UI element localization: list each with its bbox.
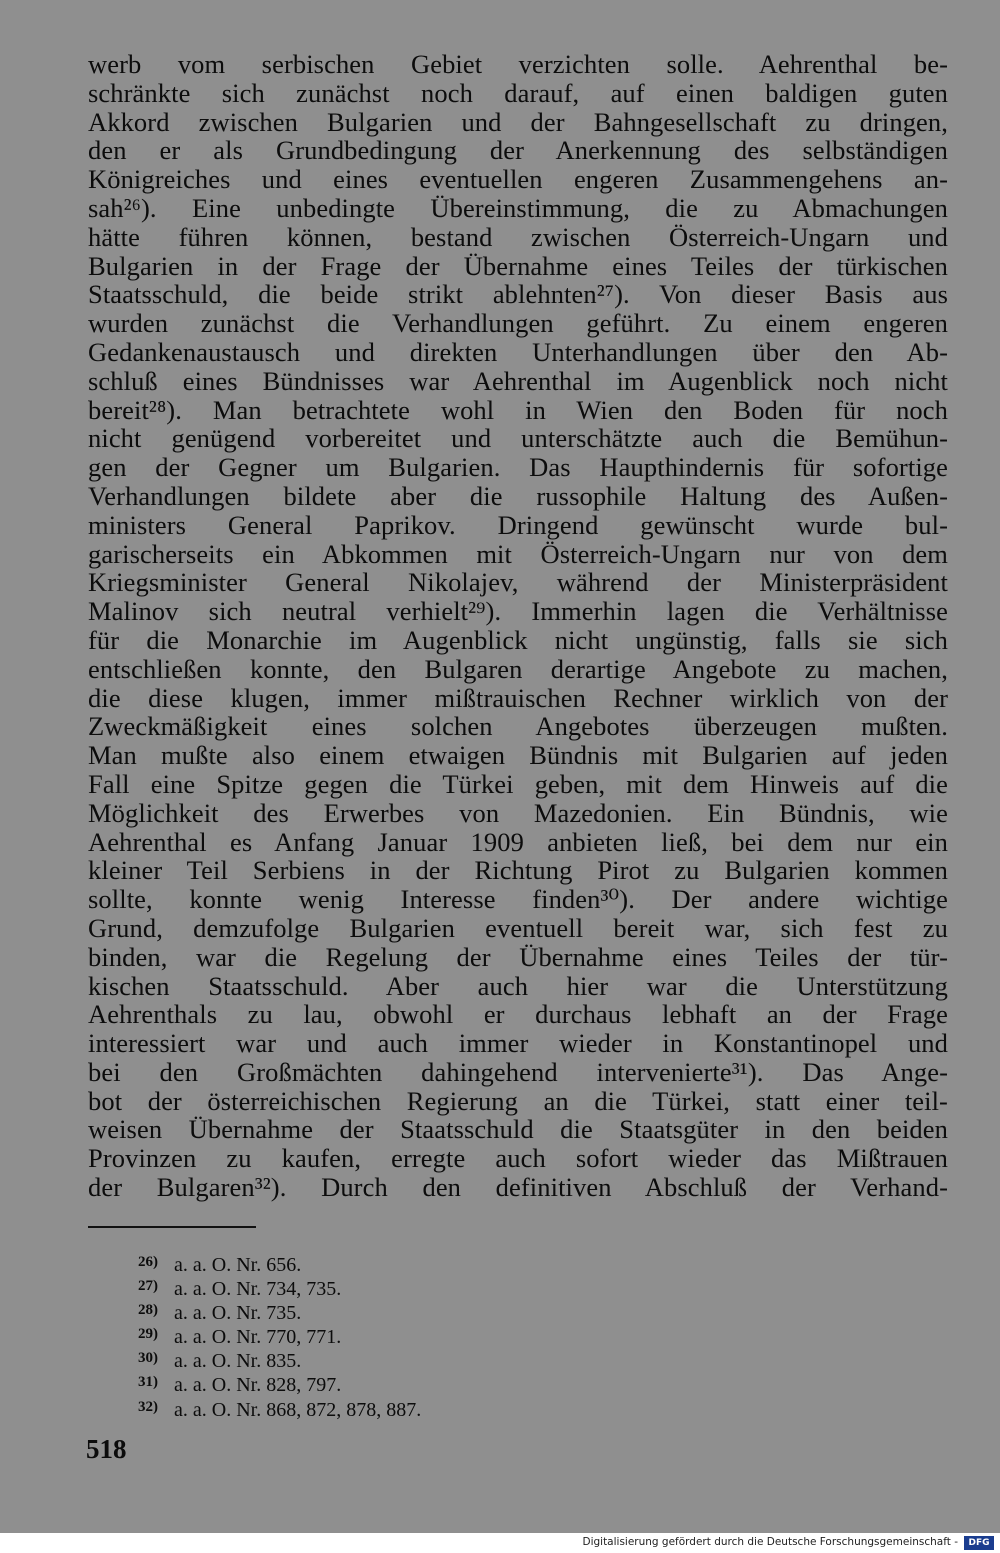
text-line: Gedankenaustausch und direkten Unterhandlungen über den Ab- bbox=[88, 336, 948, 367]
text-line: kleiner Teil Serbiens in der Richtung Pirot zu Bulgarien kommen bbox=[88, 855, 948, 886]
footnote-mark: 29) bbox=[138, 1326, 158, 1343]
text-line: Zweckmäßigkeit eines solchen Angebotes überzeugen mußten. bbox=[88, 711, 948, 742]
text-line: schluß eines Bündnisses war Aehrenthal im Augenblick noch nicht bbox=[88, 365, 948, 396]
footnote bbox=[138, 1395, 638, 1419]
footnote-text: a. a. O. Nr. 735. bbox=[174, 1302, 302, 1325]
text-line: Malinov sich neutral verhielt²⁹). Immerhin lagen die Verhältnisse bbox=[88, 596, 948, 627]
footnote-text: a. a. O. Nr. 770, 771. bbox=[174, 1326, 342, 1349]
footnote bbox=[138, 1346, 638, 1373]
text-line: interessiert war und auch immer wieder in Konstantinopel und bbox=[88, 1028, 948, 1059]
footnote-mark: 32) bbox=[138, 1398, 158, 1415]
text-line: Bulgarien in der Frage der Übernahme eines Teiles der türkischen bbox=[88, 250, 948, 281]
text-line: schränkte sich zunächst noch darauf, auf einen baldigen guten bbox=[88, 77, 948, 108]
text-line: hätte führen können, bestand zwischen Österreich-Ungarn und bbox=[88, 221, 948, 252]
text-line: Königreiches und eines eventuellen engeren Zusammengehens an- bbox=[88, 164, 948, 195]
text-line: binden, war die Regelung der Übernahme eines Teiles der tür- bbox=[88, 941, 948, 972]
footnote-text: a. a. O. Nr. 868, 872, 878, 887. bbox=[174, 1398, 422, 1421]
text-line: Akkord zwischen Bulgarien und der Bahngesellschaft zu dringen, bbox=[88, 106, 948, 137]
footnote bbox=[138, 1274, 638, 1301]
text-line: Möglichkeit des Erwerbes von Mazedonien. Ein Bündnis, wie bbox=[88, 797, 948, 828]
text-line: entschließen konnte, den Bulgaren derartige Angebote zu machen, bbox=[88, 653, 948, 684]
text-line: garischerseits ein Abkommen mit Österreich-Ungarn nur von dem bbox=[88, 538, 948, 569]
page-number: 518 bbox=[86, 1434, 127, 1464]
text-line: sah²⁶). Eine unbedingte Übereinstimmung, die zu Abmachungen bbox=[88, 192, 948, 223]
text-line: sollte, konnte wenig Interesse finden³⁰). Der andere wichtige bbox=[88, 884, 948, 915]
footnote bbox=[138, 1370, 638, 1397]
body-text bbox=[88, 50, 948, 1202]
text-line: den er als Grundbedingung der Anerkennung des selbständigen bbox=[88, 135, 948, 166]
text-line: Aehrenthals zu lau, obwohl er durchaus lebhaft an der Frage bbox=[88, 999, 948, 1030]
text-line: kischen Staatsschuld. Aber auch hier war die Unterstützung bbox=[88, 970, 948, 1001]
text-line: weisen Übernahme der Staatsschuld die Staatsgüter in den beiden bbox=[88, 1114, 948, 1145]
text-line: Provinzen zu kaufen, erregte auch sofort wieder das Mißtrauen bbox=[88, 1143, 948, 1174]
text-line: Verhandlungen bildete aber die russophile Haltung des Außen- bbox=[88, 480, 948, 511]
text-line: Man mußte also einem etwaigen Bündnis mit Bulgarien auf jeden bbox=[88, 740, 948, 771]
text-line: Grund, demzufolge Bulgarien eventuell bereit war, sich fest zu bbox=[88, 912, 948, 943]
text-line: Staatsschuld, die beide strikt ablehnten²⁷). Von dieser Basis aus bbox=[88, 279, 948, 310]
footnote-mark: 31) bbox=[138, 1374, 158, 1391]
text-line: für die Monarchie im Augenblick nicht ungünstig, falls sie sich bbox=[88, 624, 948, 655]
digitization-banner bbox=[0, 1533, 1000, 1553]
text-line: der Bulgaren³²). Durch den definitiven Abschluß der Verhand- bbox=[88, 1172, 948, 1203]
text-line: Kriegsminister General Nikolajev, während der Ministerpräsident bbox=[88, 567, 948, 598]
footnote-text: a. a. O. Nr. 828, 797. bbox=[174, 1374, 342, 1397]
text-line: bereit²⁸). Man betrachtete wohl in Wien den Boden für noch bbox=[88, 394, 948, 425]
text-line: werb vom serbischen Gebiet verzichten solle. Aehrenthal be- bbox=[88, 49, 948, 79]
footnote-mark: 27) bbox=[138, 1278, 158, 1295]
text-line: wurden zunächst die Verhandlungen geführt. Zu einem engeren bbox=[88, 308, 948, 339]
footnote-mark: 28) bbox=[138, 1302, 158, 1319]
footnote bbox=[138, 1322, 638, 1349]
text-line: bot der österreichischen Regierung an die Türkei, statt einer teil- bbox=[88, 1085, 948, 1116]
text-line: Aehrenthal es Anfang Januar 1909 anbieten ließ, bei dem nur ein bbox=[88, 826, 948, 857]
text-line: nicht genügend vorbereitet und unterschätzte auch die Bemühun- bbox=[88, 423, 948, 454]
footnote bbox=[138, 1298, 638, 1325]
footnote-mark: 26) bbox=[138, 1254, 158, 1270]
footnote-text: a. a. O. Nr. 734, 735. bbox=[174, 1278, 342, 1301]
dfg-logo: DFG bbox=[964, 1536, 994, 1550]
footnote-list bbox=[138, 1250, 638, 1419]
text-line: bei den Großmächten dahingehend intervenierte³¹). Das Ange- bbox=[88, 1056, 948, 1087]
footnote-text: a. a. O. Nr. 835. bbox=[174, 1350, 302, 1373]
text-line: ministers General Paprikov. Dringend gewünscht wurde bul- bbox=[88, 509, 948, 540]
text-line: gen der Gegner um Bulgarien. Das Haupthindernis für sofortige bbox=[88, 452, 948, 483]
banner-text: Digitalisierung gefördert durch die Deutsche Forschungsgemeinschaft - bbox=[582, 1536, 958, 1548]
footnote-separator bbox=[88, 1226, 256, 1228]
text-line: die diese klugen, immer mißtrauischen Rechner wirklich von der bbox=[88, 682, 948, 713]
footnote-text: a. a. O. Nr. 656. bbox=[174, 1254, 302, 1276]
footnote bbox=[138, 1250, 638, 1274]
footnote-mark: 30) bbox=[138, 1350, 158, 1367]
text-line: Fall eine Spitze gegen die Türkei geben, mit dem Hinweis auf die bbox=[88, 768, 948, 799]
